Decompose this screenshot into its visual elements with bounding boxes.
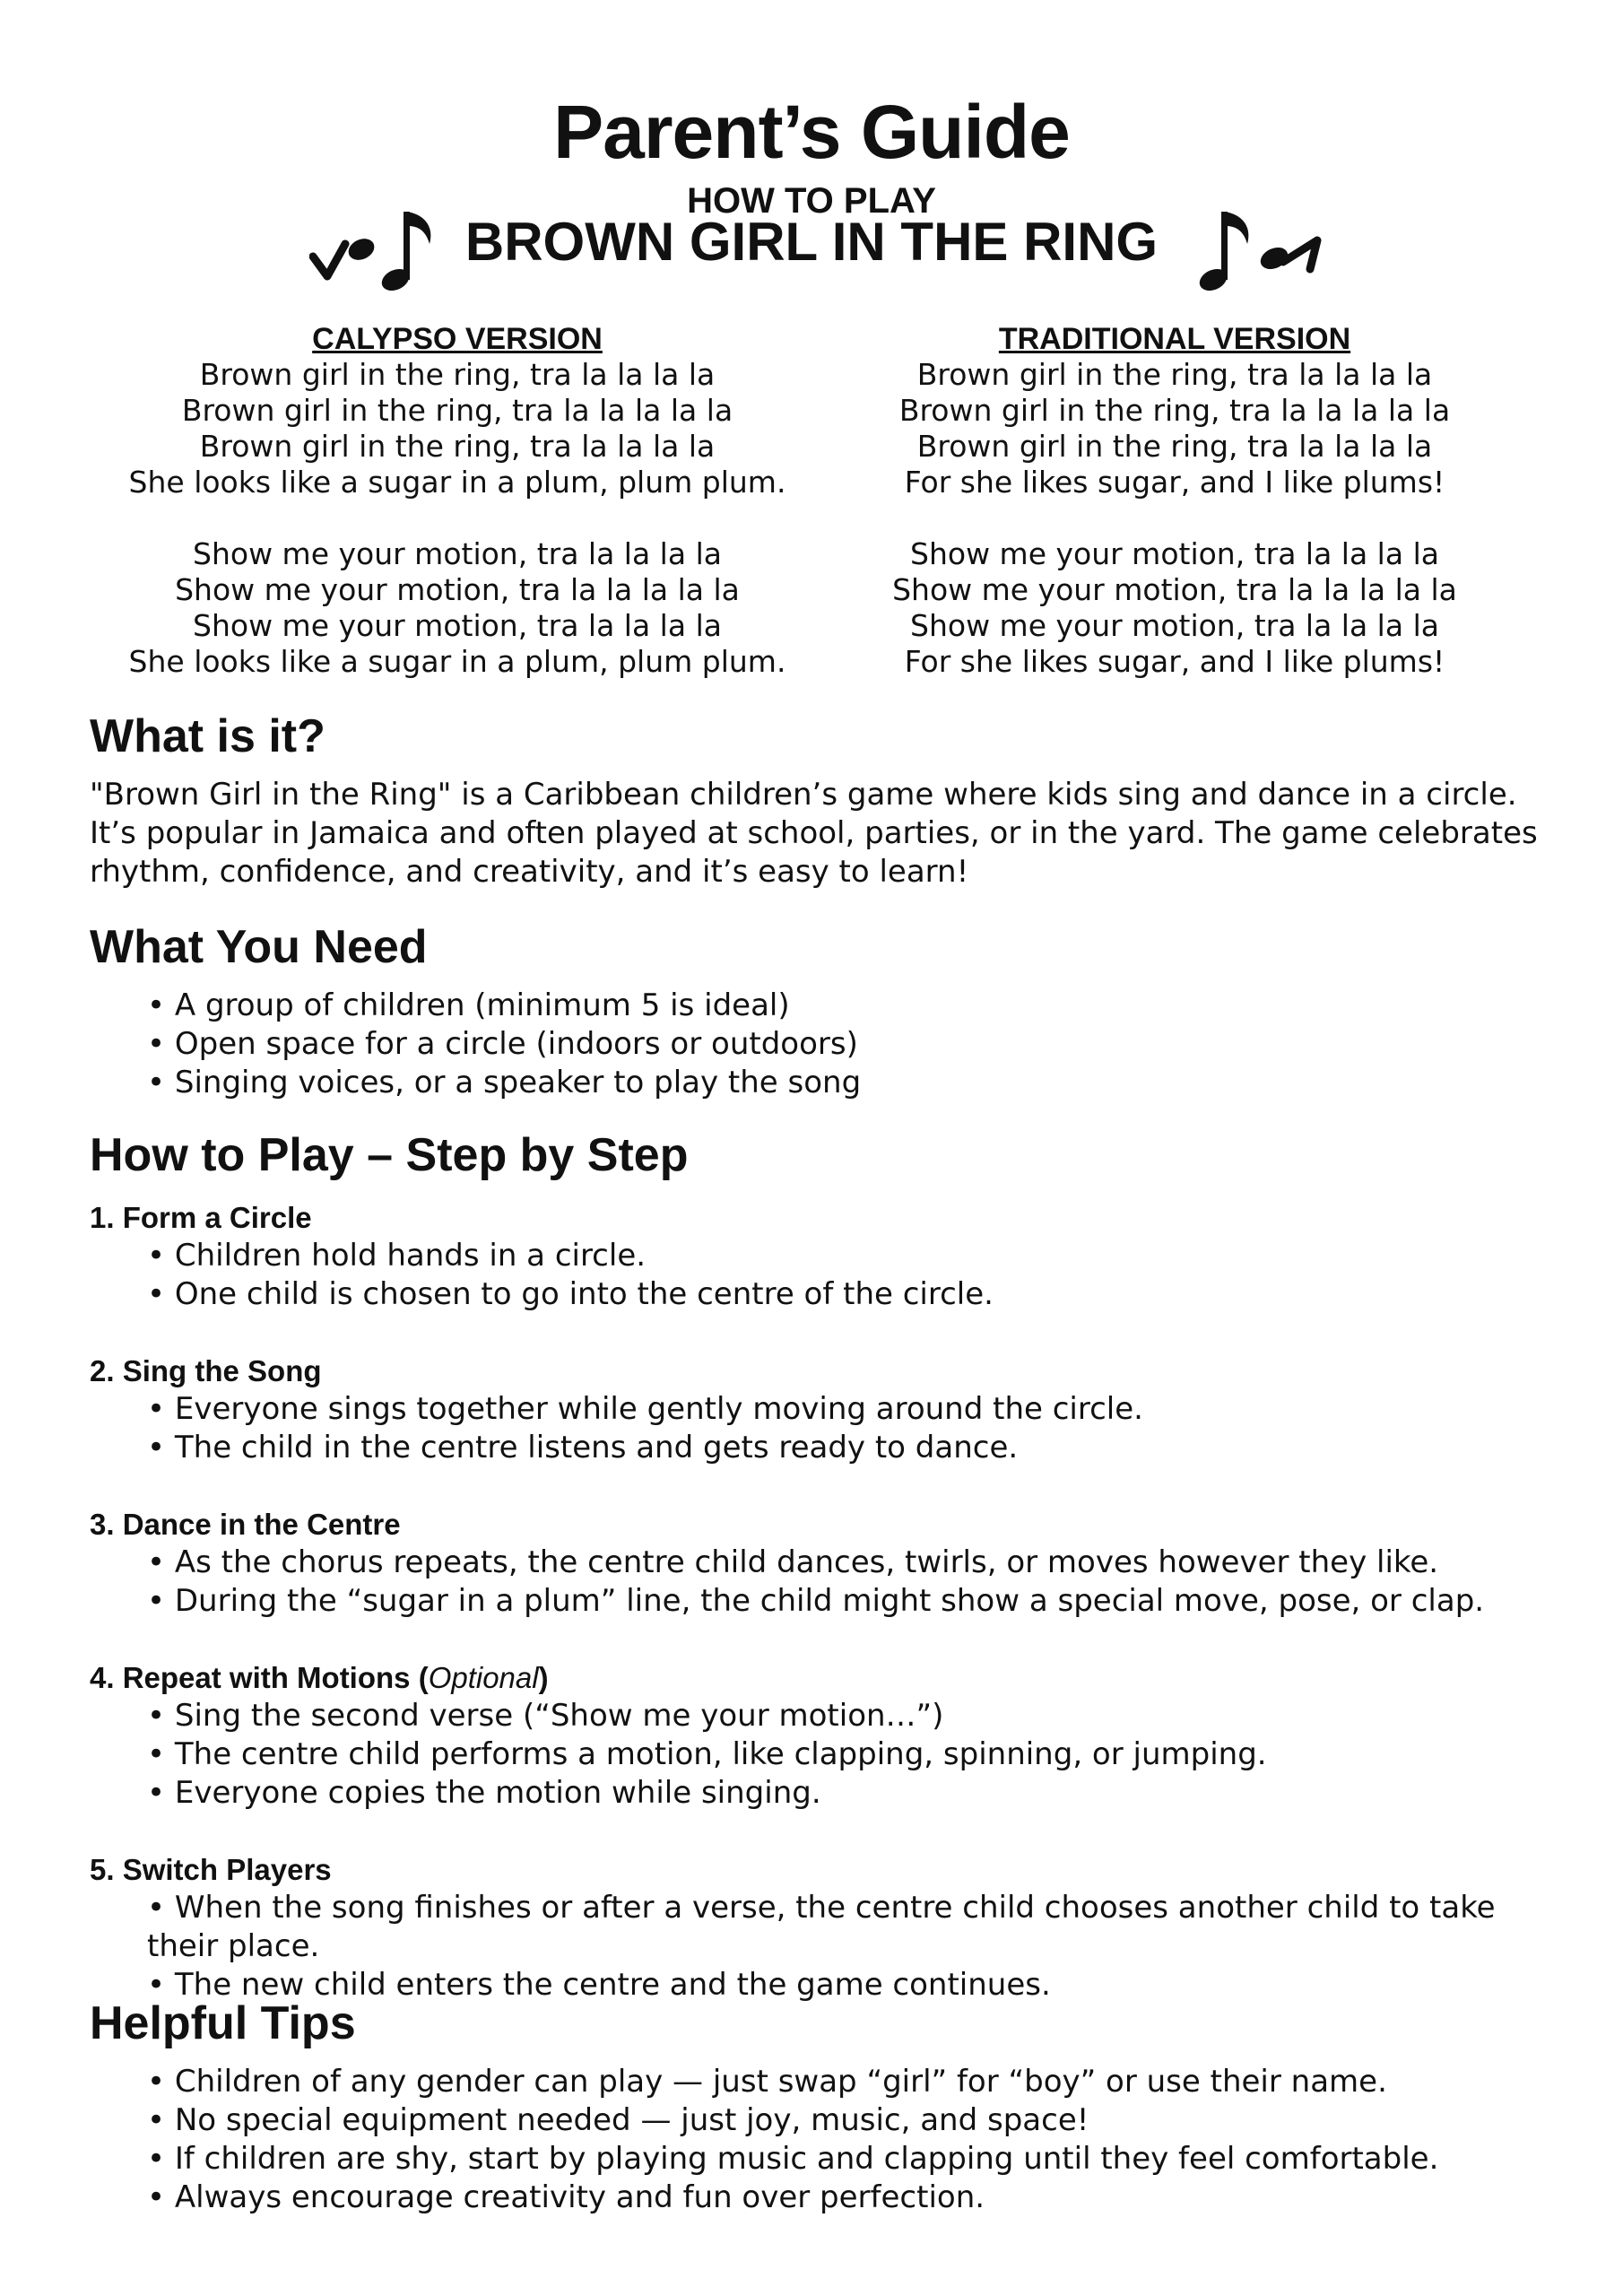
lyric-line: For she likes sugar, and I like plums! — [904, 465, 1445, 500]
music-notes-left-icon — [309, 204, 453, 294]
step-title-close: ) — [538, 1661, 549, 1694]
music-notes-right-icon — [1197, 204, 1341, 294]
what-is-it-section — [90, 710, 1560, 891]
what-you-need-list — [90, 987, 1560, 1102]
lyric-line: She looks like a sugar in a plum, plum plum. — [128, 465, 786, 500]
lyric-line: For she likes sugar, and I like plums! — [904, 644, 1445, 679]
lyric-line: Brown girl in the ring, tra la la la la la — [898, 393, 1451, 428]
list-item: • Sing the second verse (“Show me your motion…”) — [147, 1697, 1560, 1735]
what-you-need-section — [90, 921, 1560, 1102]
step-title: 1. Form a Circle — [90, 1201, 312, 1234]
step-4 — [90, 1658, 1560, 1813]
lyric-line: Brown girl in the ring, tra la la la la — [199, 429, 716, 464]
step-title: 5. Switch Players — [90, 1853, 332, 1886]
step-title: 3. Dance in the Centre — [90, 1508, 401, 1541]
traditional-lyrics — [834, 321, 1515, 680]
lyric-line: Show me your motion, tra la la la la la — [175, 572, 740, 607]
list-item: • The child in the centre listens and gets ready to dance. — [147, 1429, 1560, 1467]
how-to-play-section — [90, 1129, 1560, 2042]
helpful-tips-section — [90, 1997, 1560, 2217]
helpful-tips-heading: Helpful Tips — [90, 1997, 356, 2049]
step-title-optional: Optional — [428, 1661, 539, 1694]
lyric-line: Show me your motion, tra la la la la — [193, 536, 722, 571]
lyric-line: Brown girl in the ring, tra la la la la — [916, 429, 1433, 464]
list-item: • As the chorus repeats, the centre child dances, twirls, or moves however they like. — [147, 1544, 1560, 1582]
traditional-heading: TRADITIONAL VERSION — [998, 322, 1351, 356]
page-title: Parent’s Guide — [553, 90, 1070, 174]
helpful-tips-list — [90, 2063, 1560, 2217]
list-item: • If children are shy, start by playing music and clapping until they feel comfortable. — [147, 2140, 1560, 2179]
list-item: • Singing voices, or a speaker to play the song — [147, 1064, 1560, 1102]
step-1 — [90, 1198, 1560, 1314]
lyric-line: She looks like a sugar in a plum, plum plum. — [128, 644, 786, 679]
list-item: • A group of children (minimum 5 is ideal) — [147, 987, 1560, 1025]
list-item: • The new child enters the centre and the game continues. — [147, 1966, 1560, 2005]
what-you-need-heading: What You Need — [90, 921, 428, 973]
list-item: • Open space for a circle (indoors or outdoors) — [147, 1025, 1560, 1064]
list-item: • When the song finishes or after a verse, the centre child chooses another child to take their place. — [147, 1889, 1560, 1966]
lyric-line: Brown girl in the ring, tra la la la la — [199, 357, 716, 392]
lyric-line: Brown girl in the ring, tra la la la la la — [181, 393, 733, 428]
lyric-line: Show me your motion, tra la la la la — [910, 536, 1439, 571]
list-item: • Always encourage creativity and fun over perfection. — [147, 2179, 1560, 2217]
lyric-line: Show me your motion, tra la la la la la — [892, 572, 1457, 607]
what-is-it-body: "Brown Girl in the Ring" is a Caribbean children’s game where kids sing and dance in a circle. It’s popular in Jamaica and often played at school, parties, or in the yard. The game celebrates rhythm, confidence, and creativity, and it’s easy to learn! — [90, 777, 1538, 890]
list-item: • Everyone copies the motion while singing. — [147, 1774, 1560, 1813]
step-title: 2. Sing the Song — [90, 1354, 322, 1387]
lyric-line: Brown girl in the ring, tra la la la la — [916, 357, 1433, 392]
list-item: • Everyone sings together while gently moving around the circle. — [147, 1390, 1560, 1429]
lyric-line: Show me your motion, tra la la la la — [193, 608, 722, 643]
how-to-play-heading: How to Play – Step by Step — [90, 1129, 689, 1181]
list-item: • During the “sugar in a plum” line, the child might show a special move, pose, or clap. — [147, 1582, 1560, 1621]
what-is-it-heading: What is it? — [90, 710, 325, 762]
list-item: • Children of any gender can play — just swap “girl” for “boy” or use their name. — [147, 2063, 1560, 2101]
step-title-text: 4. Repeat with Motions ( — [90, 1661, 429, 1694]
list-item: • Children hold hands in a circle. — [147, 1237, 1560, 1275]
list-item: • The centre child performs a motion, like clapping, spinning, or jumping. — [147, 1735, 1560, 1774]
list-item: • One child is chosen to go into the centre of the circle. — [147, 1275, 1560, 1314]
list-item: • No special equipment needed — just joy, music, and space! — [147, 2101, 1560, 2140]
subtitle-game-name: BROWN GIRL IN THE RING — [464, 212, 1159, 272]
calypso-lyrics — [117, 321, 798, 680]
subtitle-how-to-play: HOW TO PLAY — [687, 181, 936, 221]
step-5 — [90, 1850, 1560, 2005]
step-title — [90, 1658, 1560, 1697]
step-3 — [90, 1505, 1560, 1621]
step-2 — [90, 1352, 1560, 1467]
calypso-heading: CALYPSO VERSION — [312, 322, 603, 356]
lyric-line: Show me your motion, tra la la la la — [910, 608, 1439, 643]
